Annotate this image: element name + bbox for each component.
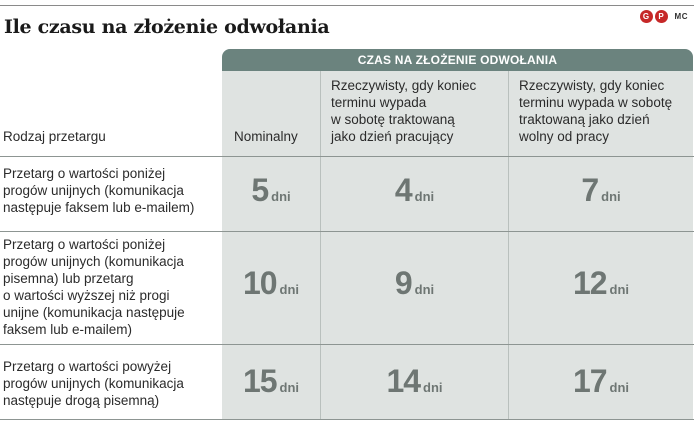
row-divider bbox=[0, 231, 694, 232]
row-label: Przetarg o wartości poniżej progów unijnych (komunikacja następuje faksem lub e-mailem) bbox=[3, 166, 195, 215]
col-header-saturday-working: Rzeczywisty, gdy koniec terminu wypada w sobotę traktowaną jako dzień pracujący bbox=[331, 78, 477, 144]
brand-logo-icon-p: P bbox=[655, 10, 668, 23]
value-nominal: 10 dni bbox=[242, 265, 300, 301]
col-header-nominal: Nominalny bbox=[234, 129, 298, 144]
value-nominal: 5 dni bbox=[251, 172, 291, 208]
top-rule bbox=[0, 5, 694, 6]
row-divider bbox=[0, 344, 694, 345]
col-header-saturday-free: Rzeczywisty, gdy koniec terminu wypada w sobotę traktowaną jako dzień wolny od pracy bbox=[519, 78, 673, 144]
brand-mark bbox=[640, 10, 688, 23]
row-header-label: Rodzaj przetargu bbox=[3, 129, 106, 144]
page-title: Ile czasu na złożenie odwołania bbox=[4, 16, 330, 38]
brand-tag: MC bbox=[674, 12, 688, 21]
row-divider bbox=[0, 419, 694, 420]
value-saturday-free: 12 dni bbox=[572, 265, 630, 301]
value-saturday-working: 14 dni bbox=[386, 363, 443, 399]
brand-logo-icon-g: G bbox=[640, 10, 653, 23]
value-saturday-free: 17 dni bbox=[572, 363, 630, 399]
row-label: Przetarg o wartości poniżej progów unijnych (komunikacja pisemna) lub przetarg o wartości wyższej niż progi unijne (komunikacja następuje faksem lub e-mailem) bbox=[3, 237, 185, 337]
row-divider bbox=[0, 156, 694, 157]
value-saturday-working: 9 dni bbox=[394, 265, 435, 301]
value-saturday-working: 4 dni bbox=[394, 172, 435, 208]
value-saturday-free: 7 dni bbox=[581, 172, 621, 208]
row-label: Przetarg o wartości powyżej progów unijnych (komunikacja następuje drogą pisemną) bbox=[3, 359, 184, 408]
group-header: CZAS NA ZŁOŻENIE ODWOŁANIA bbox=[222, 49, 693, 71]
value-nominal: 15 dni bbox=[242, 363, 300, 399]
